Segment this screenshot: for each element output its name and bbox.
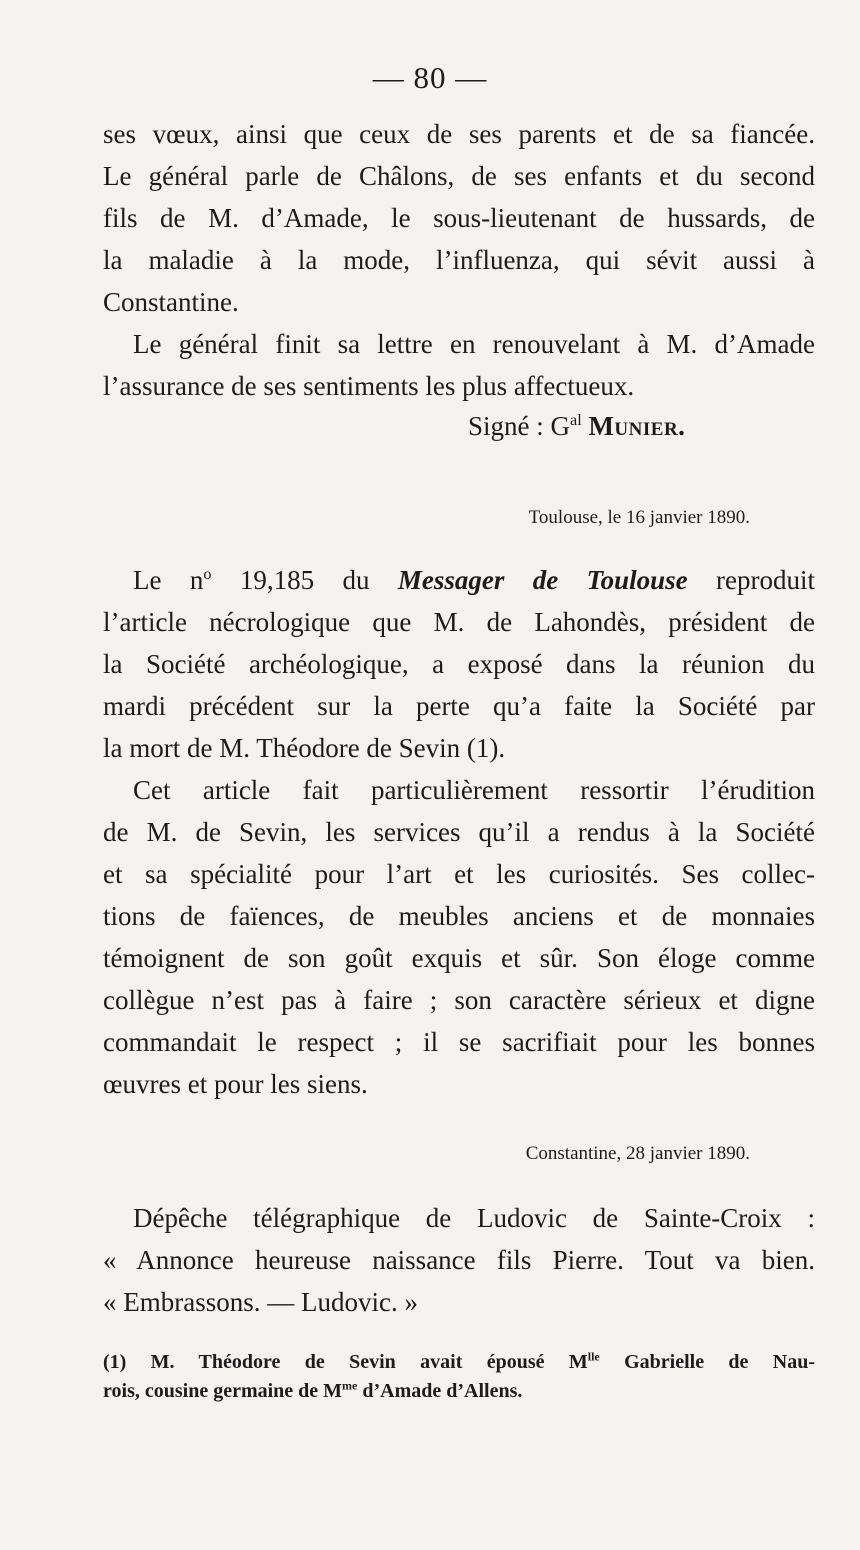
- text-line: collègue n’est pas à faire ; son caractère sérieux et digne: [103, 985, 815, 1015]
- text-line: commandait le respect ; il se sacrifiait pour les bonnes: [103, 1027, 815, 1057]
- text-line: la mort de M. Théodore de Sevin (1).: [103, 733, 506, 763]
- text-line: de M. de Sevin, les services qu’il a rendus à la Société: [103, 817, 815, 847]
- text-line: témoignent de son goût exquis et sûr. Son éloge comme: [103, 943, 815, 973]
- text-line: Dépêche télégraphique de Ludovic de Sainte-Croix :: [133, 1203, 815, 1233]
- text-fragment: reproduit: [687, 565, 815, 595]
- text-line: [103, 559, 815, 601]
- dateline-toulouse: Toulouse, le 16 janvier 1890.: [528, 507, 750, 528]
- footnote: [103, 1348, 815, 1406]
- text-line: Le général finit sa lettre en renouvelant à M. d’Amade: [133, 329, 815, 359]
- paragraph-letter-summary: [103, 113, 815, 407]
- superscript: o: [203, 565, 212, 583]
- text-fragment: Gabrielle de Nau-: [599, 1351, 816, 1373]
- text-line: Le général parle de Châlons, de ses enfants et du second: [103, 161, 815, 191]
- paragraph-telegram: [103, 1197, 815, 1323]
- text-line: l’assurance de ses sentiments les plus affectueux.: [103, 371, 635, 401]
- dateline-constantine: Constantine, 28 janvier 1890.: [525, 1143, 750, 1164]
- paragraph-article: [103, 559, 815, 1105]
- text-line: mardi précédent sur la perte qu’a faite la Société par: [103, 691, 815, 721]
- text-fragment: 19,185 du: [211, 565, 398, 595]
- text-line: ses vœux, ainsi que ceux de ses parents et de sa fiancée.: [103, 119, 815, 149]
- text-fragment: rois, cousine germaine de M: [103, 1380, 343, 1402]
- newspaper-title: Messager de Toulouse: [397, 565, 688, 595]
- text-line: œuvres et pour les siens.: [103, 1069, 368, 1099]
- text-line: l’article nécrologique que M. de Lahondès, président de: [103, 607, 815, 637]
- text-line: Cet article fait particulièrement ressortir l’érudition: [133, 775, 815, 805]
- text-line: « Embrassons. — Ludovic. »: [103, 1287, 418, 1317]
- text-line: « Annonce heureuse naissance fils Pierre. Tout va bien.: [103, 1245, 815, 1275]
- text-line: la maladie à la mode, l’influenza, qui sévit aussi à: [103, 245, 815, 275]
- text-fragment: (1) M. Théodore de Sevin avait épousé M: [103, 1351, 588, 1373]
- signature-name: Munier.: [588, 411, 686, 441]
- text-fragment: Le n: [133, 565, 204, 595]
- signature: [468, 405, 685, 447]
- signature-prefix: Signé : G: [468, 411, 571, 441]
- text-fragment: d’Amade d’Allens.: [357, 1380, 523, 1402]
- footnote-line: [103, 1348, 815, 1377]
- text-line: Constantine.: [103, 287, 239, 317]
- page-number: — 80 —: [372, 60, 488, 95]
- superscript: me: [342, 1378, 358, 1393]
- superscript: lle: [587, 1349, 600, 1364]
- text-line: la Société archéologique, a exposé dans la réunion du: [103, 649, 815, 679]
- text-line: tions de faïences, de meubles anciens et de monnaies: [103, 901, 815, 931]
- text-line: fils de M. d’Amade, le sous-lieutenant de hussards, de: [103, 203, 815, 233]
- signature-superscript: al: [570, 411, 582, 429]
- text-line: et sa spécialité pour l’art et les curiosités. Ses collec-: [103, 859, 815, 889]
- footnote-line: [103, 1377, 815, 1406]
